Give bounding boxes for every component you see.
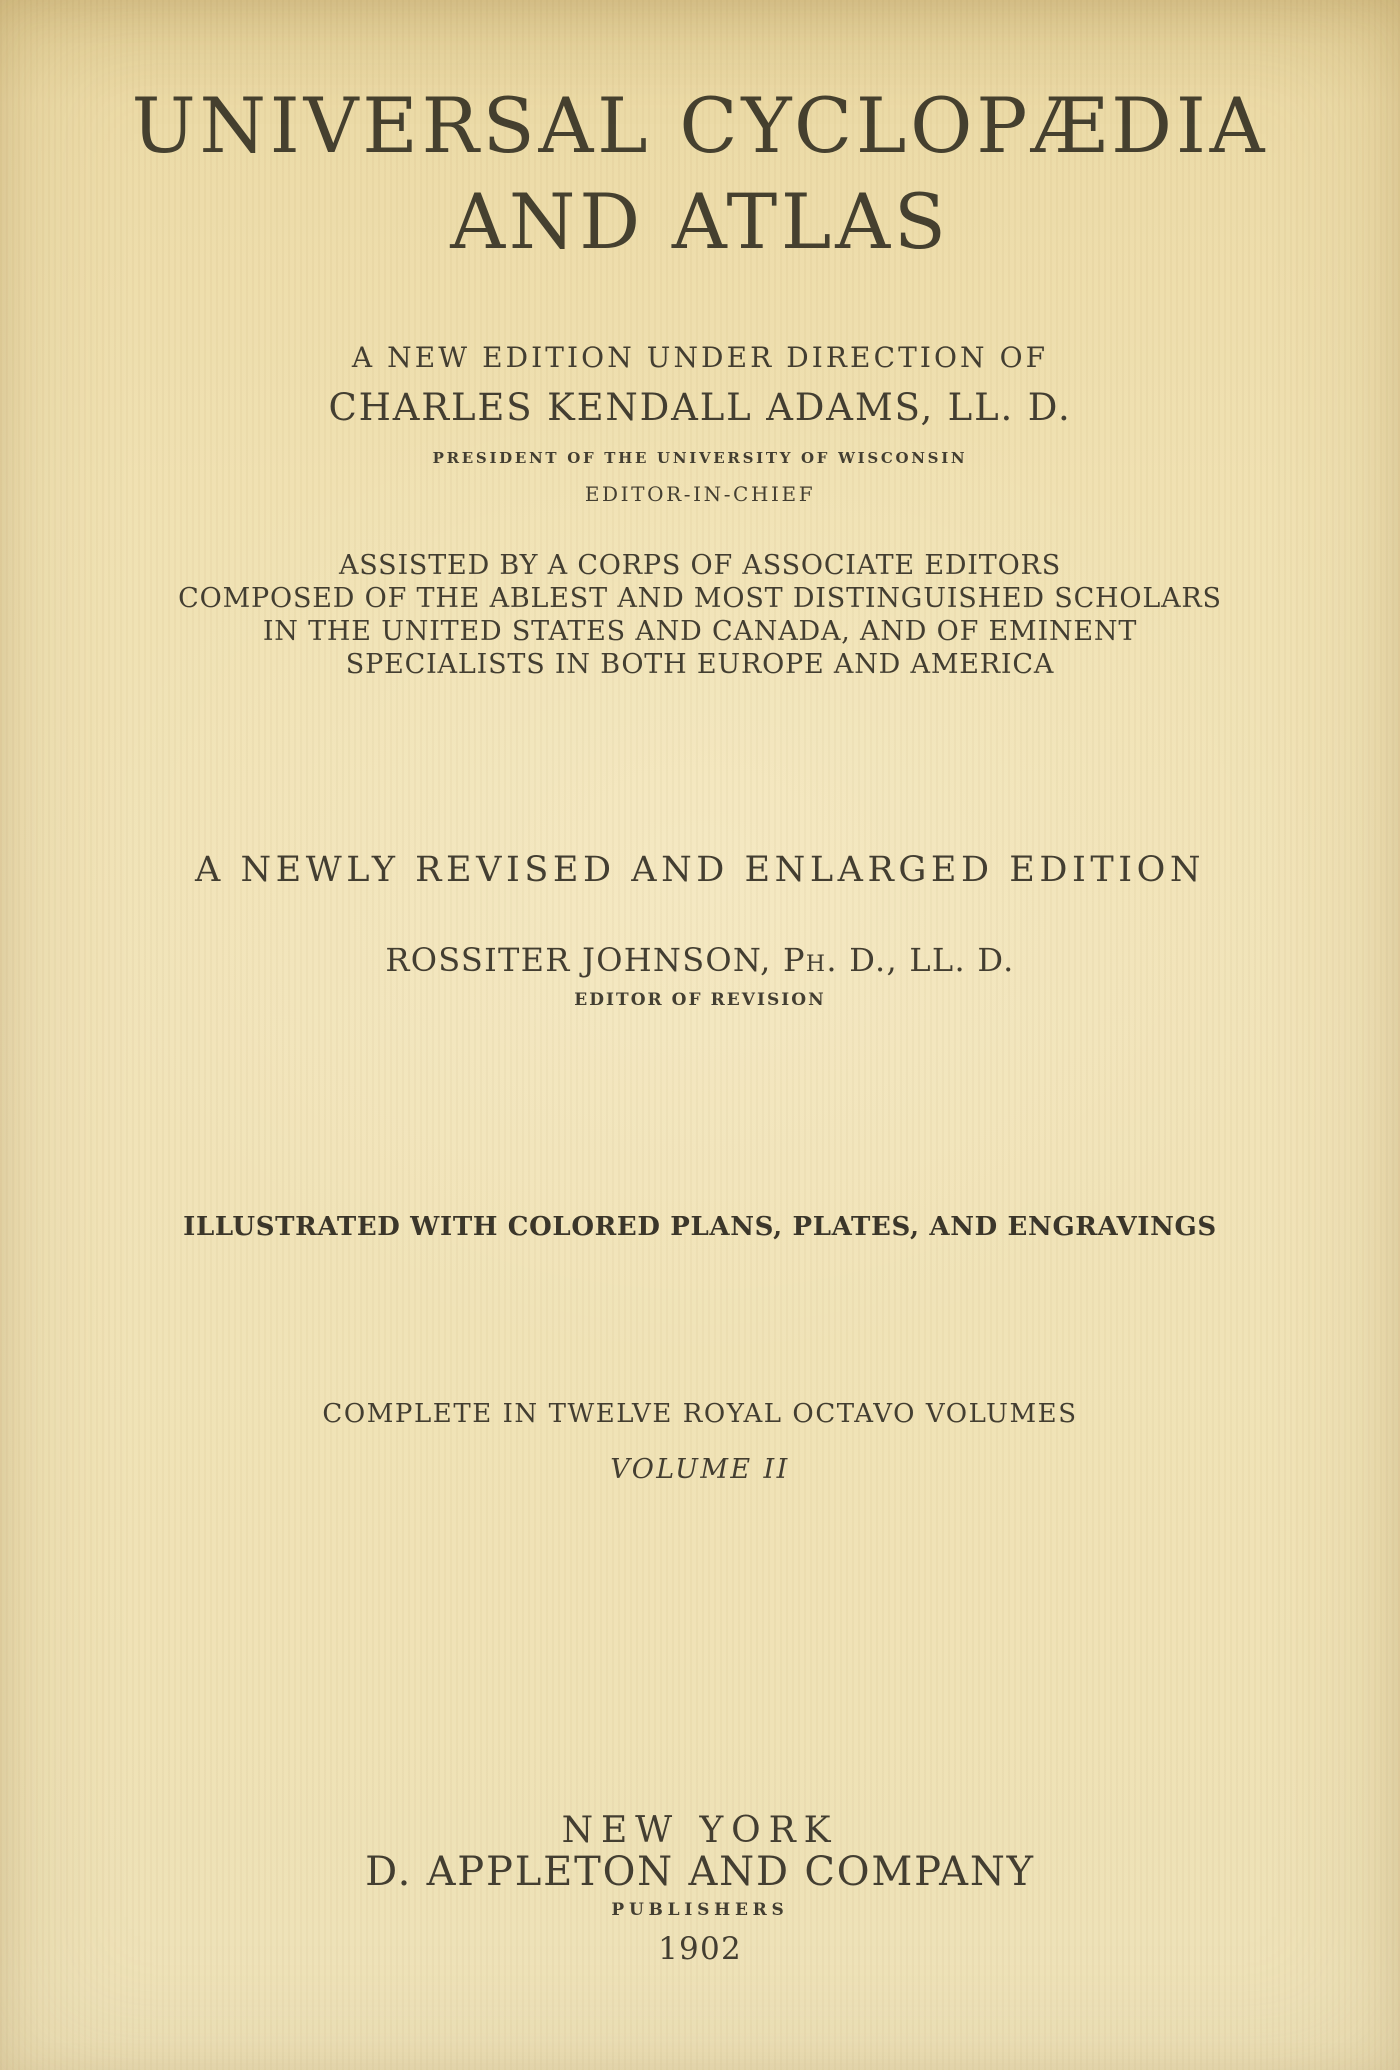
- editor-in-chief-role: EDITOR-IN-CHIEF: [584, 482, 816, 506]
- imprint-city: NEW YORK: [561, 1810, 839, 1851]
- editor-in-chief-name: CHARLES KENDALL ADAMS, LL. D.: [328, 386, 1072, 429]
- revision-editor-name: ROSSITER JOHNSON, Ph. D., LL. D.: [385, 941, 1015, 979]
- assisted-by-line: COMPOSED OF THE ABLEST AND MOST DISTINGUISHED SCHOLARS: [178, 583, 1222, 614]
- imprint-publisher: D. APPLETON AND COMPANY: [365, 1849, 1035, 1895]
- assisted-by-statement: [0, 549, 1400, 681]
- revised-edition-heading: A NEWLY REVISED AND ENLARGED EDITION: [194, 850, 1206, 890]
- imprint-year: 1902: [658, 1931, 742, 1967]
- edition-note: A NEW EDITION UNDER DIRECTION OF: [351, 341, 1049, 374]
- volume-label: VOLUME II: [610, 1454, 790, 1485]
- book-title-line-2: AND ATLAS: [450, 177, 950, 266]
- assisted-by-line: SPECIALISTS IN BOTH EUROPE AND AMERICA: [345, 649, 1055, 680]
- assisted-by-line: IN THE UNITED STATES AND CANADA, AND OF EMINENT: [262, 616, 1138, 647]
- illustration-note: ILLUSTRATED WITH COLORED PLANS, PLATES, AND ENGRAVINGS: [183, 1212, 1217, 1242]
- assisted-by-line: ASSISTED BY A CORPS OF ASSOCIATE EDITORS: [339, 550, 1061, 581]
- revision-editor-role: EDITOR OF REVISION: [574, 990, 826, 1010]
- book-title: [0, 78, 1400, 270]
- series-note: COMPLETE IN TWELVE ROYAL OCTAVO VOLUMES: [322, 1399, 1078, 1429]
- imprint-publisher-role: PUBLISHERS: [611, 1900, 789, 1920]
- book-title-line-1: UNIVERSAL CYCLOPÆDIA: [131, 81, 1269, 170]
- editor-in-chief-affiliation: PRESIDENT OF THE UNIVERSITY OF WISCONSIN: [432, 449, 968, 467]
